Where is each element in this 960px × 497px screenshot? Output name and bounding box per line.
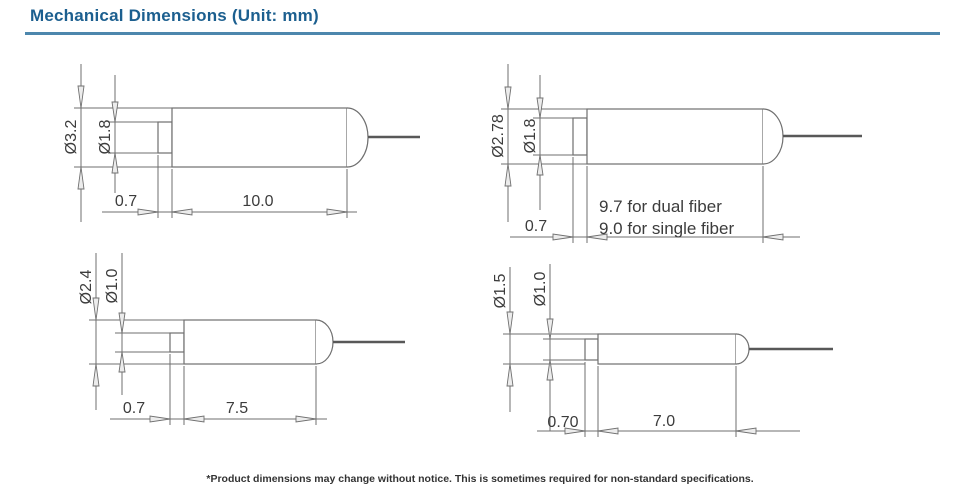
lens-dome — [347, 108, 368, 167]
ferrule — [170, 333, 184, 352]
dimension-arrow — [553, 234, 573, 240]
length-dimension — [510, 157, 800, 243]
dimension-arrow — [119, 352, 125, 372]
dimension-arrow — [505, 164, 511, 186]
outer-diameter-label: Ø2.4 — [78, 269, 95, 305]
body-length-label: 7.5 — [225, 400, 249, 417]
outer-diameter-dimension — [78, 253, 184, 410]
diagram-top-right — [490, 64, 862, 243]
dimension-arrow — [172, 209, 192, 215]
outer-diameter-label: Ø1.5 — [492, 273, 509, 309]
lens-dome — [736, 334, 749, 364]
collimator-body — [184, 320, 316, 364]
diagram-bottom-right — [492, 264, 833, 437]
dimension-arrow — [78, 86, 84, 108]
dimension-arrow — [184, 416, 204, 422]
ferrule-length-label: 0.7 — [524, 218, 548, 235]
diagram-bottom-left — [78, 253, 405, 425]
body-length-label-single: 9.0 for single fiber — [599, 219, 735, 238]
dimension-arrow — [537, 155, 543, 175]
dimension-arrow — [78, 167, 84, 189]
dimension-arrow — [150, 416, 170, 422]
outer-diameter-label: Ø2.78 — [490, 114, 507, 158]
dimension-arrow — [547, 319, 553, 339]
length-dimension — [110, 354, 327, 425]
ferrule-diameter-dimension — [104, 253, 170, 395]
dimension-arrow — [112, 102, 118, 122]
lens-dome — [316, 320, 333, 364]
ferrule-diameter-dimension — [522, 75, 573, 210]
dimension-arrow — [112, 153, 118, 173]
ferrule-diameter-dimension — [97, 75, 158, 193]
outer-diameter-label: Ø3.2 — [63, 119, 80, 155]
dimension-arrow — [763, 234, 783, 240]
diagram-top-left — [63, 64, 420, 222]
footnote: *Product dimensions may change without notice. This is sometimes required for non-standard specifications. — [206, 473, 754, 485]
ferrule-diameter-dimension — [532, 264, 585, 431]
dimension-arrow — [119, 313, 125, 333]
collimator-body — [598, 334, 736, 364]
body-length-label-dual: 9.7 for dual fiber — [599, 197, 722, 216]
dimension-arrow — [505, 87, 511, 109]
dimension-arrow — [736, 428, 756, 434]
ferrule — [585, 339, 598, 360]
dimension-arrow — [547, 360, 553, 380]
dimension-arrow — [507, 364, 513, 386]
body-length-label: 7.0 — [652, 413, 676, 430]
ferrule — [158, 122, 172, 153]
ferrule-length-label: 0.70 — [547, 414, 579, 431]
ferrule-length-label: 0.7 — [122, 400, 146, 417]
dimension-arrow — [296, 416, 316, 422]
ferrule-diameter-label: Ø1.0 — [104, 268, 121, 304]
ferrule-diameter-label: Ø1.8 — [97, 119, 114, 155]
dimension-arrow — [93, 364, 99, 386]
collimator-body — [587, 109, 763, 164]
body-length-label: 10.0 — [242, 193, 274, 210]
ferrule — [573, 118, 587, 155]
dimension-arrow — [507, 312, 513, 334]
page-title: Mechanical Dimensions (Unit: mm) — [30, 6, 319, 25]
collimator-body — [172, 108, 347, 167]
ferrule-diameter-label: Ø1.0 — [532, 271, 549, 307]
lens-dome — [763, 109, 783, 164]
length-dimension — [537, 362, 800, 437]
dimension-arrow — [327, 209, 347, 215]
dimension-arrow — [598, 428, 618, 434]
ferrule-length-label: 0.7 — [114, 193, 138, 210]
dimension-arrow — [537, 98, 543, 118]
dimension-arrow — [138, 209, 158, 215]
ferrule-diameter-label: Ø1.8 — [522, 118, 539, 154]
